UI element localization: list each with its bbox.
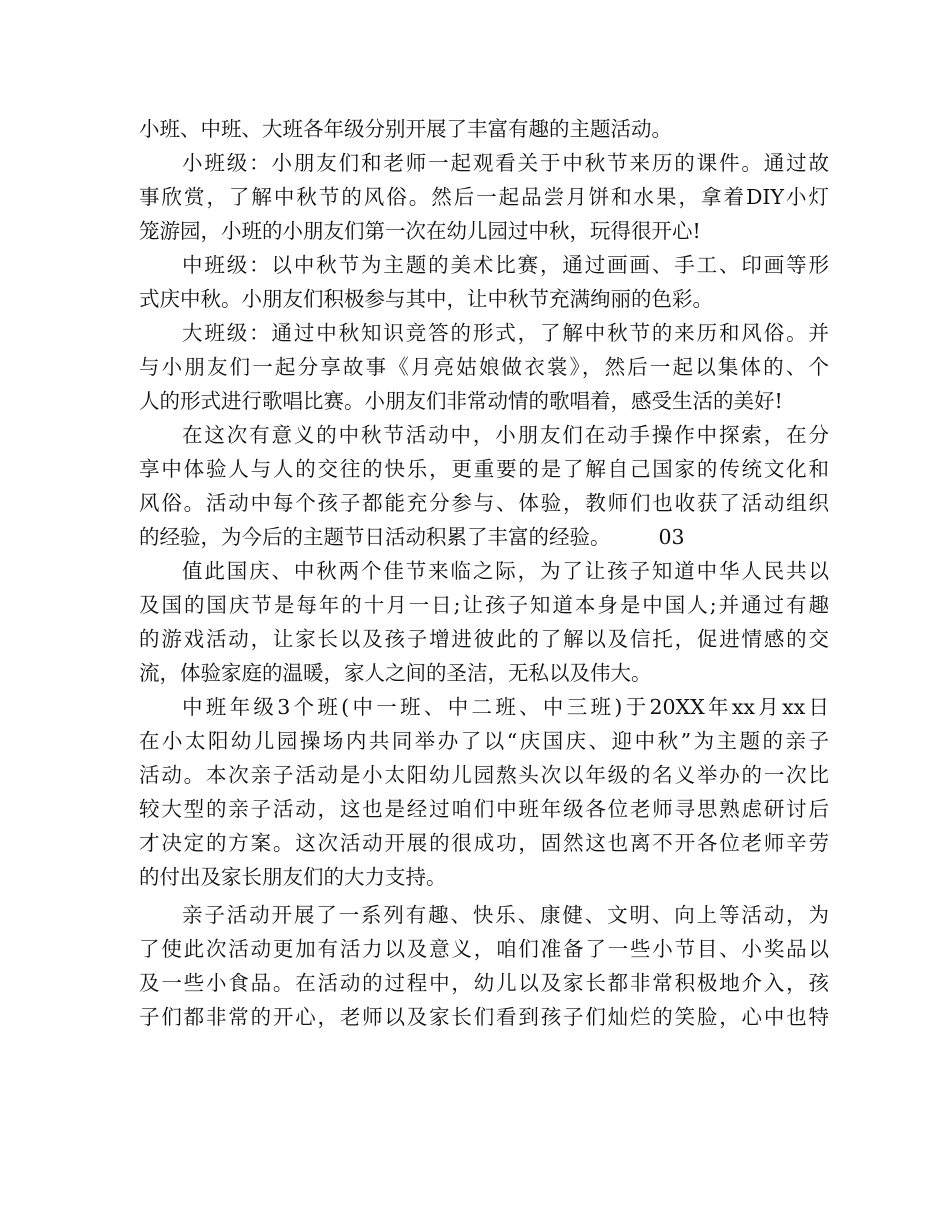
text-line: 子们都非常的开心，老师以及家长们看到孩子们灿烂的笑脸，心中也特 <box>139 1005 829 1029</box>
text-line: 较大型的亲子活动，这也是经过咱们中班年级各位老师寻思熟虑研讨后 <box>139 797 829 821</box>
document-body <box>139 112 829 1034</box>
text-line: 小班、中班、大班各年级分别开展了丰富有趣的主题活动。 <box>139 117 672 141</box>
text-line: 的付出及家长朋友们的大力支持。 <box>139 865 447 889</box>
text-line: 享中体验人与人的交往的快乐，更重要的是了解自己国家的传统文化和 <box>139 457 829 481</box>
text-line: 大班级：通过中秋知识竞答的形式，了解中秋节的来历和风俗。并 <box>182 321 829 345</box>
text-line: 中班级：以中秋节为主题的美术比赛，通过画画、手工、印画等形 <box>182 253 829 277</box>
text-line: 及一些小食品。在活动的过程中，幼儿以及家长都非常积极地介入，孩 <box>139 971 829 995</box>
text-line: 事欣赏，了解中秋节的风俗。然后一起品尝月饼和水果，拿着DIY小灯 <box>139 185 829 209</box>
text-line: 与小朋友们一起分享故事《月亮姑娘做衣裳》，然后一起以集体的、个 <box>139 355 829 379</box>
text-line: 风俗。活动中每个孩子都能充分参与、体验，教师们也收获了活动组织 <box>139 491 829 515</box>
text-line: 亲子活动开展了一系列有趣、快乐、康健、文明、向上等活动，为 <box>182 903 829 927</box>
text-line: 人的形式进行歌唱比赛。小朋友们非常动情的歌唱着，感受生活的美好! <box>139 389 783 413</box>
text-line: 的经验，为今后的主题节日活动积累了丰富的经验。 <box>139 525 611 549</box>
text-line: 了使此次活动更加有活力以及意义，咱们准备了一些小节目、小奖品以 <box>139 937 829 961</box>
text-line: 流，体验家庭的温暖，家人之间的圣洁，无私以及伟大。 <box>139 661 652 685</box>
text-line: 在这次有意义的中秋节活动中，小朋友们在动手操作中探索，在分 <box>182 423 829 447</box>
text-line: 在小太阳幼儿园操场内共同举办了以“庆国庆、迎中秋”为主题的亲子 <box>139 729 829 753</box>
text-line: 才决定的方案。这次活动开展的很成功，固然这也离不开各位老师辛劳 <box>139 831 829 855</box>
text-line: 式庆中秋。小朋友们积极参与其中，让中秋节充满绚丽的色彩。 <box>139 287 713 311</box>
text-line: 小班级：小朋友们和老师一起观看关于中秋节来历的课件。通过故 <box>182 151 829 175</box>
text-line: 活动。本次亲子活动是小太阳幼儿园熬头次以年级的名义举办的一次比 <box>139 763 829 787</box>
text-line-with-section-number <box>139 520 829 554</box>
text-line: 中班年级3个班(中一班、中二班、中三班)于20XX年xx月xx日 <box>182 695 829 719</box>
text-line: 及国的国庆节是每年的十月一日;让孩子知道本身是中国人;并通过有趣 <box>139 593 829 617</box>
section-number: 03 <box>658 525 685 549</box>
text-line: 笼游园，小班的小朋友们第一次在幼儿园过中秋，玩得很开心! <box>139 219 701 243</box>
text-line: 的游戏活动，让家长以及孩子增进彼此的了解以及信托，促进情感的交 <box>139 627 829 651</box>
text-line: 值此国庆、中秋两个佳节来临之际，为了让孩子知道中华人民共以 <box>182 559 829 583</box>
